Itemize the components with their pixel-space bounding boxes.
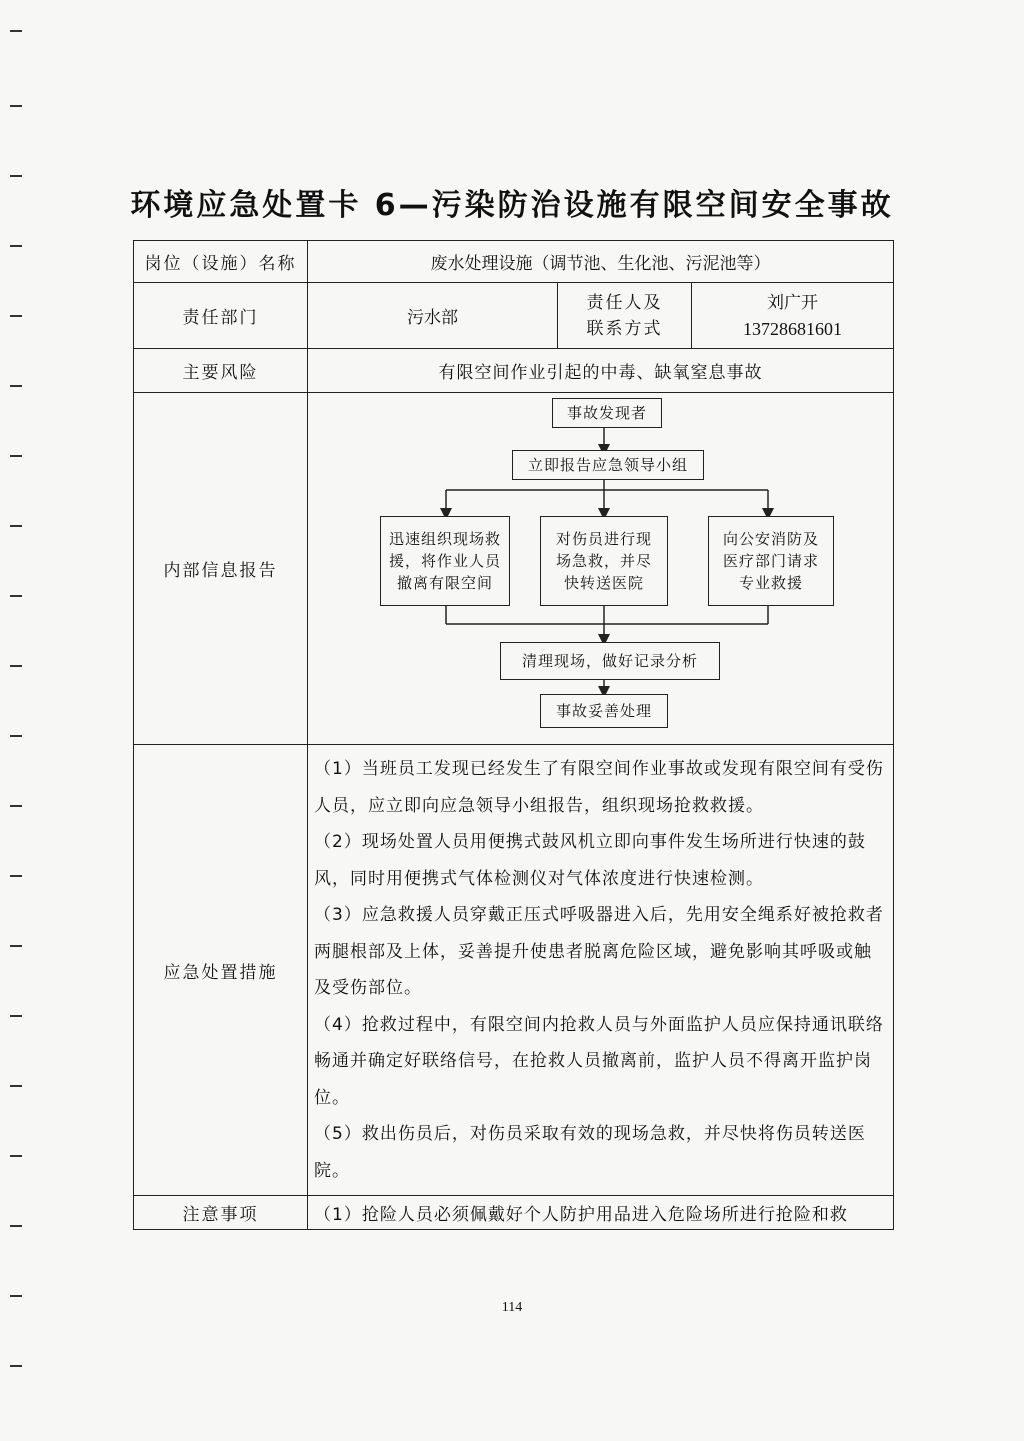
risk-label: 主要风险 bbox=[134, 349, 308, 393]
flow-end-box: 事故妥善处理 bbox=[540, 694, 668, 728]
measure-item: （5）救出伤员后，对伤员采取有效的现场急救，并尽快将伤员转送医院。 bbox=[314, 1124, 866, 1181]
row-report bbox=[134, 393, 894, 745]
measure-item: （3）应急救援人员穿戴正压式呼吸器进入后，先用安全绳系好被抢救者两腿根部及上体，妥善提升使患者脱离危险区域，避免影响其呼吸或触及受伤部位。 bbox=[314, 905, 884, 998]
row-position bbox=[134, 241, 894, 283]
contact-phone: 13728681601 bbox=[743, 318, 843, 339]
flow-cleanup-box: 清理现场，做好记录分析 bbox=[500, 642, 720, 680]
dept-label: 责任部门 bbox=[134, 283, 308, 349]
contact-name: 刘广开 bbox=[767, 292, 819, 313]
measures-cell bbox=[308, 745, 894, 1196]
measure-item: （1）当班员工发现已经发生了有限空间作业事故或发现有限空间有受伤人员，应立即向应急领导小组报告，组织现场抢救救援。 bbox=[314, 759, 884, 816]
flow-report-box: 立即报告应急领导小组 bbox=[512, 450, 704, 480]
risk-value: 有限空间作业引起的中毒、缺氧窒息事故 bbox=[308, 349, 894, 393]
flow-start-box: 事故发现者 bbox=[552, 398, 662, 428]
page-title: 环境应急处置卡 6—污染防治设施有限空间安全事故 bbox=[130, 188, 894, 223]
measure-item: （2）现场处置人员用便携式鼓风机立即向事件发生场所进行快速的鼓风，同时用便携式气体检测仪对气体浓度进行快速检测。 bbox=[314, 832, 866, 889]
measure-item: （4）抢救过程中，有限空间内抢救人员与外面监护人员应保持通讯联络畅通并确定好联络信号，在抢救人员撤离前，监护人员不得离开监护岗位。 bbox=[314, 1014, 884, 1108]
flow-branch-mid-box: 对伤员进行现场急救，并尽快转送医院 bbox=[540, 516, 668, 606]
position-value: 废水处理设施（调节池、生化池、污泥池等） bbox=[308, 241, 894, 283]
flowchart bbox=[308, 394, 893, 744]
row-notes bbox=[134, 1196, 894, 1230]
contact-label: 责任人及联系方式 bbox=[558, 283, 692, 349]
flow-branch-right-box: 向公安消防及医疗部门请求专业救援 bbox=[708, 516, 834, 606]
dept-value: 污水部 bbox=[308, 283, 558, 349]
contact-value bbox=[692, 283, 894, 349]
notes-value: （1）抢险人员必须佩戴好个人防护用品进入危险场所进行抢险和救 bbox=[308, 1196, 894, 1230]
report-label: 内部信息报告 bbox=[134, 393, 308, 745]
row-measures bbox=[134, 745, 894, 1196]
flowchart-cell bbox=[308, 393, 894, 745]
flow-branch-left-box: 迅速组织现场救援，将作业人员撤离有限空间 bbox=[380, 516, 510, 606]
row-risk bbox=[134, 349, 894, 393]
measures-label: 应急处置措施 bbox=[134, 745, 308, 1196]
position-label: 岗位（设施）名称 bbox=[134, 241, 308, 283]
notes-label: 注意事项 bbox=[134, 1196, 308, 1230]
row-dept bbox=[134, 283, 894, 349]
page-number: 114 bbox=[501, 1300, 523, 1315]
emergency-card-table bbox=[133, 240, 894, 1230]
